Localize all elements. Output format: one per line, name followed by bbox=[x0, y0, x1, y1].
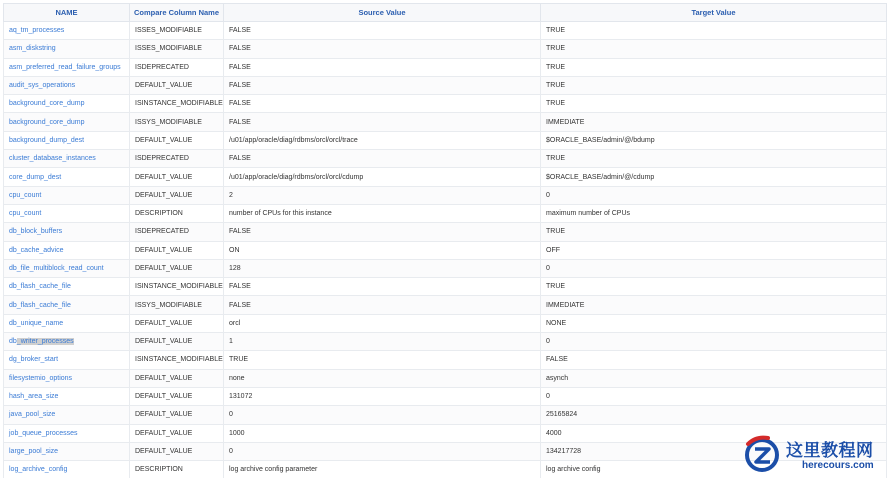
table-row bbox=[4, 22, 887, 40]
compare-column-cell: ISINSTANCE_MODIFIABLE bbox=[130, 278, 224, 296]
target-value-cell: TRUE bbox=[541, 278, 887, 296]
text-selection-highlight: _writer_processes bbox=[16, 338, 74, 346]
column-header-target[interactable]: Target Value bbox=[541, 4, 887, 22]
target-value-cell: 0 bbox=[541, 387, 887, 405]
column-header-compare[interactable]: Compare Column Name bbox=[130, 4, 224, 22]
source-value-cell: FALSE bbox=[224, 150, 541, 168]
source-value-cell: ON bbox=[224, 241, 541, 259]
parameter-name-link-selected[interactable] bbox=[4, 333, 130, 351]
table-row bbox=[4, 406, 887, 424]
site-logo-icon bbox=[742, 434, 782, 474]
compare-column-cell: ISDEPRECATED bbox=[130, 223, 224, 241]
parameter-name-link[interactable]: db_flash_cache_file bbox=[4, 296, 130, 314]
source-value-cell: FALSE bbox=[224, 58, 541, 76]
compare-column-cell: DEFAULT_VALUE bbox=[130, 424, 224, 442]
compare-column-cell: DEFAULT_VALUE bbox=[130, 333, 224, 351]
parameter-name-link[interactable]: asm_diskstring bbox=[4, 40, 130, 58]
target-value-cell: maximum number of CPUs bbox=[541, 204, 887, 222]
target-value-cell: 134217728 bbox=[541, 442, 887, 460]
compare-column-cell: DEFAULT_VALUE bbox=[130, 442, 224, 460]
table-row bbox=[4, 259, 887, 277]
compare-column-cell: ISSES_MODIFIABLE bbox=[130, 22, 224, 40]
target-value-cell: IMMEDIATE bbox=[541, 113, 887, 131]
table-row bbox=[4, 113, 887, 131]
parameter-name-link[interactable]: db_file_multiblock_read_count bbox=[4, 259, 130, 277]
parameter-name-link[interactable]: cpu_count bbox=[4, 204, 130, 222]
parameter-name-prefix: db bbox=[9, 338, 17, 346]
parameter-name-link[interactable]: cpu_count bbox=[4, 186, 130, 204]
watermark-url-text: herecours.com bbox=[802, 460, 874, 471]
target-value-cell: TRUE bbox=[541, 76, 887, 94]
source-value-cell: log archive config parameter bbox=[224, 461, 541, 478]
parameter-name-link[interactable]: aq_tm_processes bbox=[4, 22, 130, 40]
table-row bbox=[4, 76, 887, 94]
compare-column-cell: ISSYS_MODIFIABLE bbox=[130, 296, 224, 314]
parameter-name-link[interactable]: dg_broker_start bbox=[4, 351, 130, 369]
table-row bbox=[4, 95, 887, 113]
source-value-cell: FALSE bbox=[224, 40, 541, 58]
compare-column-cell: DEFAULT_VALUE bbox=[130, 76, 224, 94]
table-row bbox=[4, 150, 887, 168]
compare-column-cell: DEFAULT_VALUE bbox=[130, 406, 224, 424]
source-value-cell: FALSE bbox=[224, 95, 541, 113]
parameter-name-link[interactable]: large_pool_size bbox=[4, 442, 130, 460]
source-value-cell: FALSE bbox=[224, 76, 541, 94]
compare-column-cell: ISDEPRECATED bbox=[130, 58, 224, 76]
source-value-cell: 131072 bbox=[224, 387, 541, 405]
source-value-cell: 1 bbox=[224, 333, 541, 351]
column-header-source[interactable]: Source Value bbox=[224, 4, 541, 22]
parameter-name-link[interactable]: hash_area_size bbox=[4, 387, 130, 405]
target-value-cell: OFF bbox=[541, 241, 887, 259]
compare-column-cell: DESCRIPTION bbox=[130, 204, 224, 222]
target-value-cell: TRUE bbox=[541, 58, 887, 76]
compare-column-cell: ISSYS_MODIFIABLE bbox=[130, 113, 224, 131]
site-watermark bbox=[742, 434, 887, 478]
target-value-cell: FALSE bbox=[541, 351, 887, 369]
table-row bbox=[4, 223, 887, 241]
target-value-cell: TRUE bbox=[541, 223, 887, 241]
header-row bbox=[4, 4, 887, 22]
parameter-name-link[interactable]: job_queue_processes bbox=[4, 424, 130, 442]
parameter-name-link[interactable]: background_core_dump bbox=[4, 95, 130, 113]
parameter-name-link[interactable]: db_unique_name bbox=[4, 314, 130, 332]
compare-column-cell: DEFAULT_VALUE bbox=[130, 259, 224, 277]
parameter-name-link[interactable]: java_pool_size bbox=[4, 406, 130, 424]
source-value-cell: 1000 bbox=[224, 424, 541, 442]
compare-column-cell: DEFAULT_VALUE bbox=[130, 387, 224, 405]
parameter-name-link[interactable]: audit_sys_operations bbox=[4, 76, 130, 94]
source-value-cell: 0 bbox=[224, 406, 541, 424]
table-row bbox=[4, 40, 887, 58]
source-value-cell: 2 bbox=[224, 186, 541, 204]
compare-column-cell: DEFAULT_VALUE bbox=[130, 369, 224, 387]
source-value-cell: FALSE bbox=[224, 278, 541, 296]
source-value-cell: 128 bbox=[224, 259, 541, 277]
target-value-cell: 0 bbox=[541, 259, 887, 277]
parameter-name-link[interactable]: cluster_database_instances bbox=[4, 150, 130, 168]
target-value-cell: TRUE bbox=[541, 95, 887, 113]
target-value-cell: 0 bbox=[541, 333, 887, 351]
parameter-compare-table bbox=[3, 3, 887, 478]
source-value-cell: TRUE bbox=[224, 351, 541, 369]
target-value-cell: 0 bbox=[541, 186, 887, 204]
parameter-name-link[interactable]: db_flash_cache_file bbox=[4, 278, 130, 296]
table-row bbox=[4, 351, 887, 369]
source-value-cell: number of CPUs for this instance bbox=[224, 204, 541, 222]
source-value-cell: FALSE bbox=[224, 296, 541, 314]
target-value-cell: $ORACLE_BASE/admin/@/cdump bbox=[541, 168, 887, 186]
parameter-name-link[interactable]: db_block_buffers bbox=[4, 223, 130, 241]
parameter-name-link[interactable]: background_dump_dest bbox=[4, 131, 130, 149]
table-row bbox=[4, 241, 887, 259]
source-value-cell: /u01/app/oracle/diag/rdbms/orcl/orcl/trace bbox=[224, 131, 541, 149]
target-value-cell: TRUE bbox=[541, 40, 887, 58]
parameter-name-link[interactable]: db_cache_advice bbox=[4, 241, 130, 259]
target-value-cell: 4000 bbox=[541, 424, 887, 442]
table-row bbox=[4, 296, 887, 314]
compare-column-cell: ISINSTANCE_MODIFIABLE bbox=[130, 351, 224, 369]
source-value-cell: none bbox=[224, 369, 541, 387]
table-row bbox=[4, 131, 887, 149]
compare-column-cell: DEFAULT_VALUE bbox=[130, 168, 224, 186]
table-row bbox=[4, 278, 887, 296]
compare-column-cell: DESCRIPTION bbox=[130, 461, 224, 478]
table-row bbox=[4, 314, 887, 332]
table-row bbox=[4, 58, 887, 76]
compare-column-cell: DEFAULT_VALUE bbox=[130, 186, 224, 204]
source-value-cell: /u01/app/oracle/diag/rdbms/orcl/orcl/cdump bbox=[224, 168, 541, 186]
compare-column-cell: DEFAULT_VALUE bbox=[130, 241, 224, 259]
target-value-cell: TRUE bbox=[541, 22, 887, 40]
column-header-name[interactable]: NAME bbox=[4, 4, 130, 22]
table-row bbox=[4, 369, 887, 387]
source-value-cell: FALSE bbox=[224, 22, 541, 40]
target-value-cell: log archive config bbox=[541, 461, 887, 478]
target-value-cell: TRUE bbox=[541, 150, 887, 168]
source-value-cell: FALSE bbox=[224, 223, 541, 241]
parameter-name-link[interactable]: background_core_dump bbox=[4, 113, 130, 131]
compare-column-cell: DEFAULT_VALUE bbox=[130, 131, 224, 149]
compare-column-cell: ISSES_MODIFIABLE bbox=[130, 40, 224, 58]
compare-column-cell: DEFAULT_VALUE bbox=[130, 314, 224, 332]
compare-column-cell: ISINSTANCE_MODIFIABLE bbox=[130, 95, 224, 113]
target-value-cell: asynch bbox=[541, 369, 887, 387]
target-value-cell: 25165824 bbox=[541, 406, 887, 424]
parameter-name-link[interactable]: log_archive_config bbox=[4, 461, 130, 478]
source-value-cell: FALSE bbox=[224, 113, 541, 131]
source-value-cell: 0 bbox=[224, 442, 541, 460]
compare-column-cell: ISDEPRECATED bbox=[130, 150, 224, 168]
table-row bbox=[4, 333, 887, 351]
target-value-cell: IMMEDIATE bbox=[541, 296, 887, 314]
parameter-name-link[interactable]: core_dump_dest bbox=[4, 168, 130, 186]
parameter-name-link[interactable]: asm_preferred_read_failure_groups bbox=[4, 58, 130, 76]
table-row bbox=[4, 204, 887, 222]
table-row bbox=[4, 186, 887, 204]
target-value-cell: NONE bbox=[541, 314, 887, 332]
watermark-chinese-text: 这里教程网 bbox=[786, 441, 874, 461]
source-value-cell: orcl bbox=[224, 314, 541, 332]
parameter-name-link[interactable]: filesystemio_options bbox=[4, 369, 130, 387]
target-value-cell: $ORACLE_BASE/admin/@/bdump bbox=[541, 131, 887, 149]
table-row bbox=[4, 387, 887, 405]
table-row bbox=[4, 168, 887, 186]
